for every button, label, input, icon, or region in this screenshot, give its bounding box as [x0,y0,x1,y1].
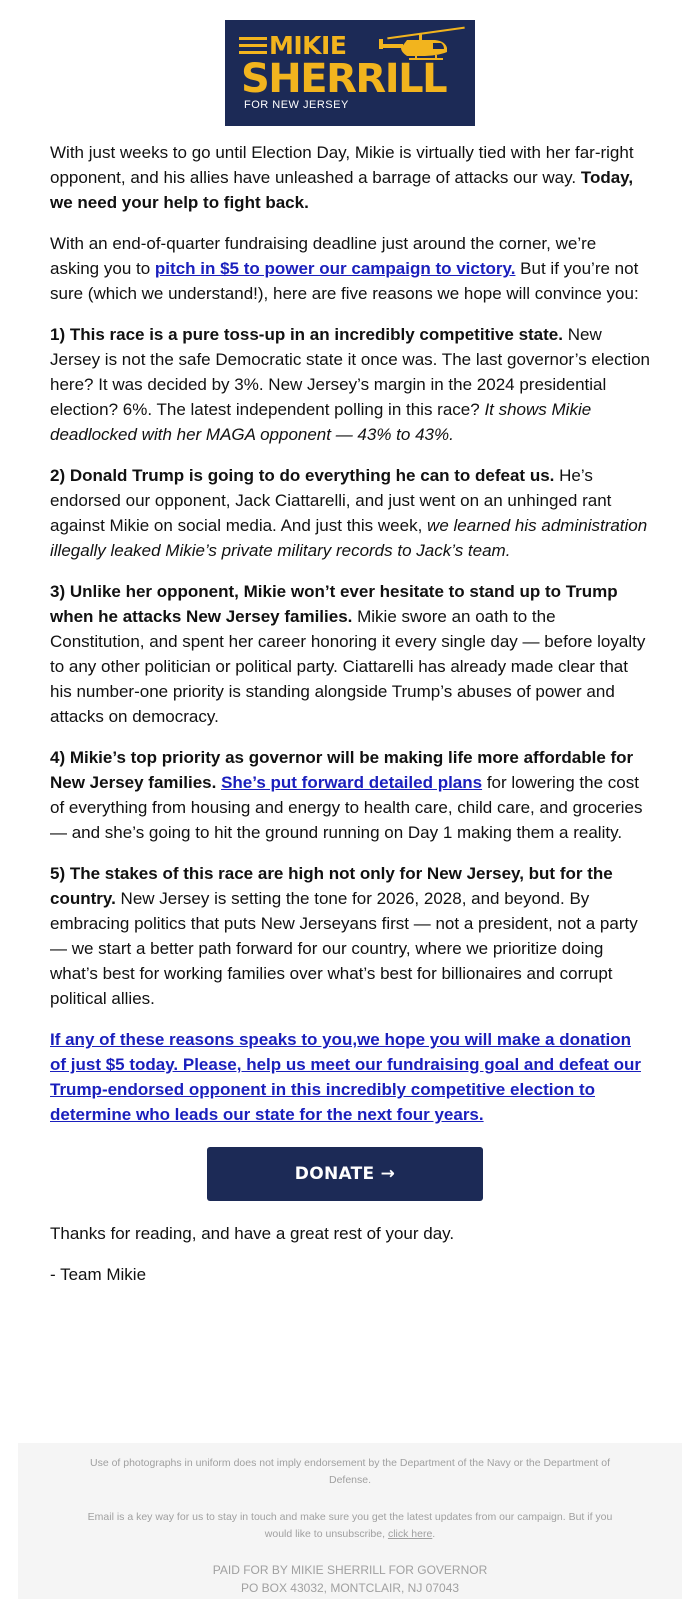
logo-tagline: FOR NEW JERSEY [244,99,349,111]
thanks-text: Thanks for reading, and have a great rest of your day. [50,1224,455,1243]
closing-paragraph [50,1027,650,1127]
reason-4: 4) Mikie’s top priority as governor will be making life more affordable for New Jersey families. She’s put forward detailed plans for lowering the cost of everything from housing and energy to health care, child care, and groceries — and she’s going to hit the ground running on Day 1 making them a reality. [50,748,643,842]
donate-button[interactable]: DONATE → [207,1147,483,1201]
logo-stripes-left [239,37,267,58]
pitch-in-link[interactable]: pitch in $5 to power our campaign to victory. [154,259,516,278]
logo-last-name: SHERRILL [241,56,447,102]
ask-paragraph: With an end-of-quarter fundraising deadline just around the corner, we’re asking you to pitch in $5 to power our campaign to victory. But if you’re not sure (which we understand!), here are five reasons we hope will convince you: [50,234,639,303]
reason-3: 3) Unlike her opponent, Mikie won’t ever hesitate to stand up to Trump when he attacks New Jersey families. Mikie swore an oath to the Constitution, and spent her career honoring it every single day — before loyalty to any other politician or political party. Ciattarelli has already made clear that his number-one priority is standing alongside Trump’s abuses of power and attacks on democracy. [50,582,646,726]
paid-for-text: PAID FOR BY MIKIE SHERRILL FOR GOVERNOR [212,1563,488,1577]
donate-container [50,1147,650,1201]
reason-1: 1) This race is a pure toss-up in an incredibly competitive state. New Jersey is not the safe Democratic state it once was. The last governor’s election here? It was decided by 3%. New Jersey’s margin in the 2024 presidential election? 6%. The latest independent polling in this race? It shows Mikie deadlocked with her MAGA opponent — 43% to 43%. [50,325,651,444]
unsubscribe-link[interactable]: click here [387,1528,433,1540]
intro-bold: Today, we need your help to fight back. [50,168,634,212]
logo-first-name: MIKIE [269,31,347,60]
email-footer [18,1443,682,1599]
detailed-plans-link[interactable]: She’s put forward detailed plans [221,773,483,792]
paid-for-block [18,1561,682,1597]
campaign-logo [225,20,475,126]
mailing-address: PO BOX 43032, MONTCLAIR, NJ 07043 [240,1581,460,1595]
reason-5: 5) The stakes of this race are high not only for New Jersey, but for the country. New Jersey is setting the tone for 2026, 2028, and beyond. By embracing politics that puts New Jerseyans first — not a president, not a party — we start a better path forward for our country, where we prioritize doing what’s best for working families over what’s best for billionaires and corrupt political allies. [50,864,638,1008]
email-body [50,140,650,1303]
closing-donation-link[interactable]: If any of these reasons speaks to you,we hope you will make a donation of just $5 today. Please, help us meet our fundraising goal and defeat our Trump-endorsed opponent in this incredibly competitive election to determine who leads our state for the next four years. [50,1030,642,1124]
intro-paragraph: With just weeks to go until Election Day, Mikie is virtually tied with her far-right opponent, and his allies have unleashed a barrage of attacks our way. Today, we need your help to fight back. [50,143,634,212]
signoff-text: - Team Mikie [50,1265,147,1284]
reason-2: 2) Donald Trump is going to do everything he can to defeat us. He’s endorsed our opponent, Jack Ciattarelli, and just went on an unhinged rant against Mikie on social media. And just this week, we learned his administration illegally leaked Mikie’s private military records to Jack’s team. [50,466,648,560]
uniform-disclaimer: Use of photographs in uniform does not imply endorsement by the Department of the Navy or the Department of Defense. [89,1457,611,1486]
email-note: Email is a key way for us to stay in touch and make sure you get the latest updates from our campaign. But if you would like to unsubscribe, click here. [87,1511,613,1540]
